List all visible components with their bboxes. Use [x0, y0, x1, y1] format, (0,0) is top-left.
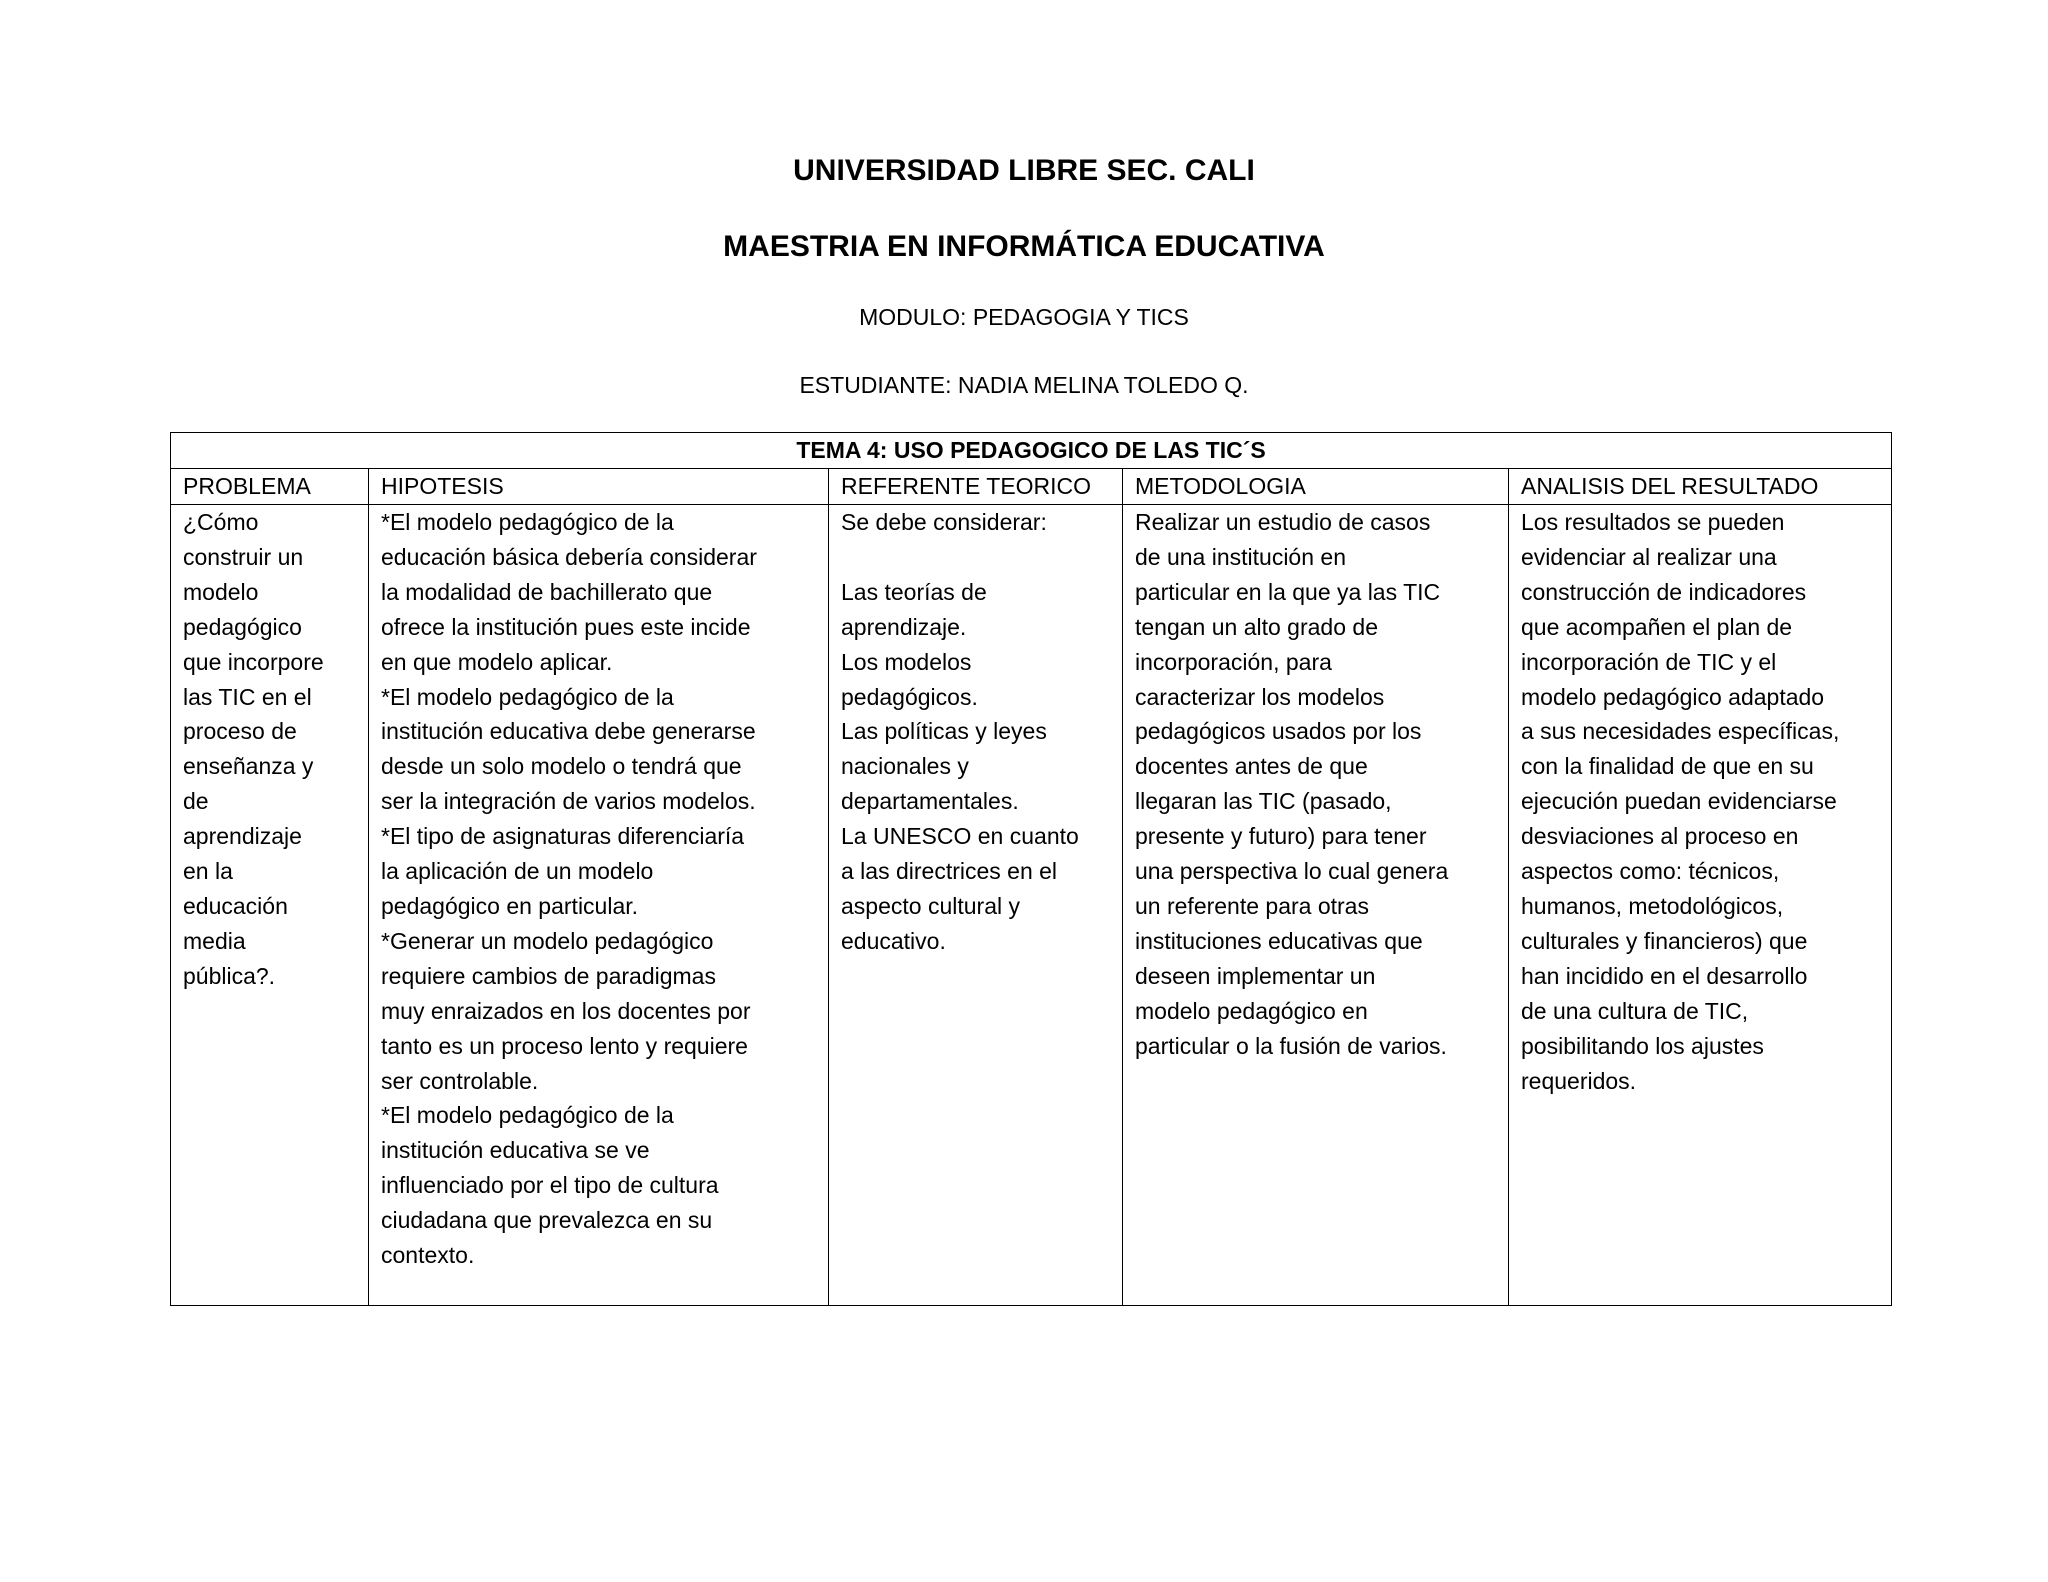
- cell-text-line: modelo pedagógico adaptado: [1521, 683, 1825, 710]
- cell-text-line: con la finalidad de que en su: [1521, 753, 1814, 780]
- cell-text-line: ciudadana que prevalezca en su: [381, 1207, 713, 1234]
- cell-text-line: evidenciar al realizar una: [1521, 543, 1777, 570]
- table-header-row: [171, 469, 1892, 505]
- cell-text-line: aprendizaje.: [841, 613, 967, 640]
- cell-text-line: ofrece la institución pues este incide: [381, 613, 751, 640]
- column-header-hipotesis: HIPOTESIS: [369, 469, 829, 505]
- column-header-metodologia: METODOLOGIA: [1123, 469, 1509, 505]
- analisis-del-resultado-cell: [1509, 505, 1892, 1306]
- cell-text-line: modelo: [183, 578, 259, 605]
- cell-text-line: desde un solo modelo o tendrá que: [381, 753, 742, 780]
- cell-text-line: aprendizaje: [183, 823, 302, 850]
- cell-text-line: ejecución puedan evidenciarse: [1521, 788, 1837, 815]
- cell-text-line: *El tipo de asignaturas diferenciaría: [381, 823, 745, 850]
- cell-text-line: incorporación de TIC y el: [1521, 648, 1777, 675]
- table-caption: TEMA 4: USO PEDAGOGICO DE LAS TIC´S: [171, 433, 1892, 469]
- cell-text-line: Las teorías de: [841, 578, 987, 605]
- cell-text-line: las TIC en el: [183, 683, 312, 710]
- cell-text-line: incorporación, para: [1135, 648, 1332, 675]
- cell-text-line: aspectos como: técnicos,: [1521, 858, 1780, 885]
- cell-text-line: a sus necesidades específicas,: [1521, 718, 1840, 745]
- cell-text-line: educación: [183, 892, 288, 919]
- cell-text-line: culturales y financieros) que: [1521, 927, 1808, 954]
- cell-text-line: en que modelo aplicar.: [381, 648, 613, 675]
- cell-text-line: instituciones educativas que: [1135, 927, 1423, 954]
- cell-text-line: institución educativa debe generarse: [381, 718, 756, 745]
- cell-text-line: una perspectiva lo cual genera: [1135, 858, 1449, 885]
- table-row: [171, 505, 1892, 1306]
- cell-text-line: Se debe considerar:: [841, 509, 1047, 535]
- column-header-problema: PROBLEMA: [171, 469, 369, 505]
- student-line: ESTUDIANTE: NADIA MELINA TOLEDO Q.: [799, 372, 1249, 398]
- cell-text-line: que acompañen el plan de: [1521, 613, 1793, 640]
- cell-text-line: departamentales.: [841, 788, 1019, 815]
- cell-text-line: media: [183, 927, 246, 954]
- cell-text-line: docentes antes de que: [1135, 753, 1368, 780]
- cell-text-line: modelo pedagógico en: [1135, 997, 1368, 1024]
- cell-text-line: la modalidad de bachillerato que: [381, 578, 713, 605]
- cell-text-line: la aplicación de un modelo: [381, 858, 654, 885]
- cell-text-line: La UNESCO en cuanto: [841, 823, 1079, 850]
- cell-text-line: [841, 540, 1110, 575]
- cell-text-line: tanto es un proceso lento y requiere: [381, 1032, 748, 1059]
- cell-text-line: que incorpore: [183, 648, 324, 675]
- cell-text-line: contexto.: [381, 1242, 475, 1269]
- cell-text-line: de una cultura de TIC,: [1521, 997, 1749, 1024]
- cell-text-line: en la: [183, 858, 233, 885]
- cell-text-line: pedagógicos usados por los: [1135, 718, 1422, 745]
- cell-text-line: enseñanza y: [183, 753, 314, 780]
- cell-text-line: de: [183, 788, 209, 815]
- cell-text-line: construcción de indicadores: [1521, 578, 1807, 605]
- cell-text-line: ser controlable.: [381, 1067, 539, 1094]
- cell-text-line: educativo.: [841, 927, 946, 954]
- cell-text-line: ¿Cómo: [183, 509, 259, 535]
- cell-text-line: a las directrices en el: [841, 858, 1058, 885]
- cell-text-line: de una institución en: [1135, 543, 1346, 570]
- cell-text-line: aspecto cultural y: [841, 892, 1020, 919]
- cell-text-line: muy enraizados en los docentes por: [381, 997, 751, 1024]
- program-title: MAESTRIA EN INFORMÁTICA EDUCATIVA: [723, 230, 1325, 263]
- cell-text-line: influenciado por el tipo de cultura: [381, 1172, 719, 1199]
- cell-text-line: llegaran las TIC (pasado,: [1135, 788, 1392, 815]
- cell-text-line: humanos, metodológicos,: [1521, 892, 1784, 919]
- problema-cell: [171, 505, 369, 1306]
- metodologia-cell: [1123, 505, 1509, 1306]
- cell-text-line: nacionales y: [841, 753, 969, 780]
- cell-text-line: deseen implementar un: [1135, 962, 1376, 989]
- cell-text-line: requiere cambios de paradigmas: [381, 962, 716, 989]
- cell-text-line: requeridos.: [1521, 1067, 1637, 1094]
- topic-table: [170, 432, 1892, 1306]
- cell-text-line: construir un: [183, 543, 304, 570]
- cell-text-line: Las políticas y leyes: [841, 718, 1047, 745]
- cell-text-line: Los modelos: [841, 648, 972, 675]
- cell-text-line: *El modelo pedagógico de la: [381, 683, 674, 710]
- cell-text-line: pedagógicos.: [841, 683, 978, 710]
- cell-text-line: *El modelo pedagógico de la: [381, 509, 674, 535]
- cell-text-line: pedagógico: [183, 613, 302, 640]
- module-line: MODULO: PEDAGOGIA Y TICS: [859, 304, 1189, 330]
- cell-text-line: posibilitando los ajustes: [1521, 1032, 1764, 1059]
- cell-text-line: Realizar un estudio de casos: [1135, 509, 1431, 535]
- cell-text-line: particular o la fusión de varios.: [1135, 1032, 1447, 1059]
- cell-text-line: *Generar un modelo pedagógico: [381, 927, 714, 954]
- cell-text-line: presente y futuro) para tener: [1135, 823, 1427, 850]
- cell-text-line: pública?.: [183, 962, 276, 989]
- column-header-analisis-del-resultado: ANALISIS DEL RESULTADO: [1509, 469, 1892, 505]
- university-title: UNIVERSIDAD LIBRE SEC. CALI: [793, 154, 1255, 187]
- cell-text-line: desviaciones al proceso en: [1521, 823, 1799, 850]
- cell-text-line: educación básica debería considerar: [381, 543, 757, 570]
- column-header-referente-teorico: REFERENTE TEORICO: [829, 469, 1123, 505]
- cell-text-line: Los resultados se pueden: [1521, 509, 1785, 535]
- cell-text-line: proceso de: [183, 718, 297, 745]
- cell-text-line: institución educativa se ve: [381, 1137, 650, 1164]
- cell-text-line: un referente para otras: [1135, 892, 1369, 919]
- referente-teorico-cell: [829, 505, 1123, 1306]
- cell-text-line: han incidido en el desarrollo: [1521, 962, 1808, 989]
- cell-text-line: tengan un alto grado de: [1135, 613, 1378, 640]
- cell-text-line: *El modelo pedagógico de la: [381, 1102, 674, 1129]
- cell-text-line: caracterizar los modelos: [1135, 683, 1385, 710]
- cell-text-line: pedagógico en particular.: [381, 892, 639, 919]
- cell-text-line: ser la integración de varios modelos.: [381, 788, 756, 815]
- hipotesis-cell: [369, 505, 829, 1306]
- cell-text-line: particular en la que ya las TIC: [1135, 578, 1441, 605]
